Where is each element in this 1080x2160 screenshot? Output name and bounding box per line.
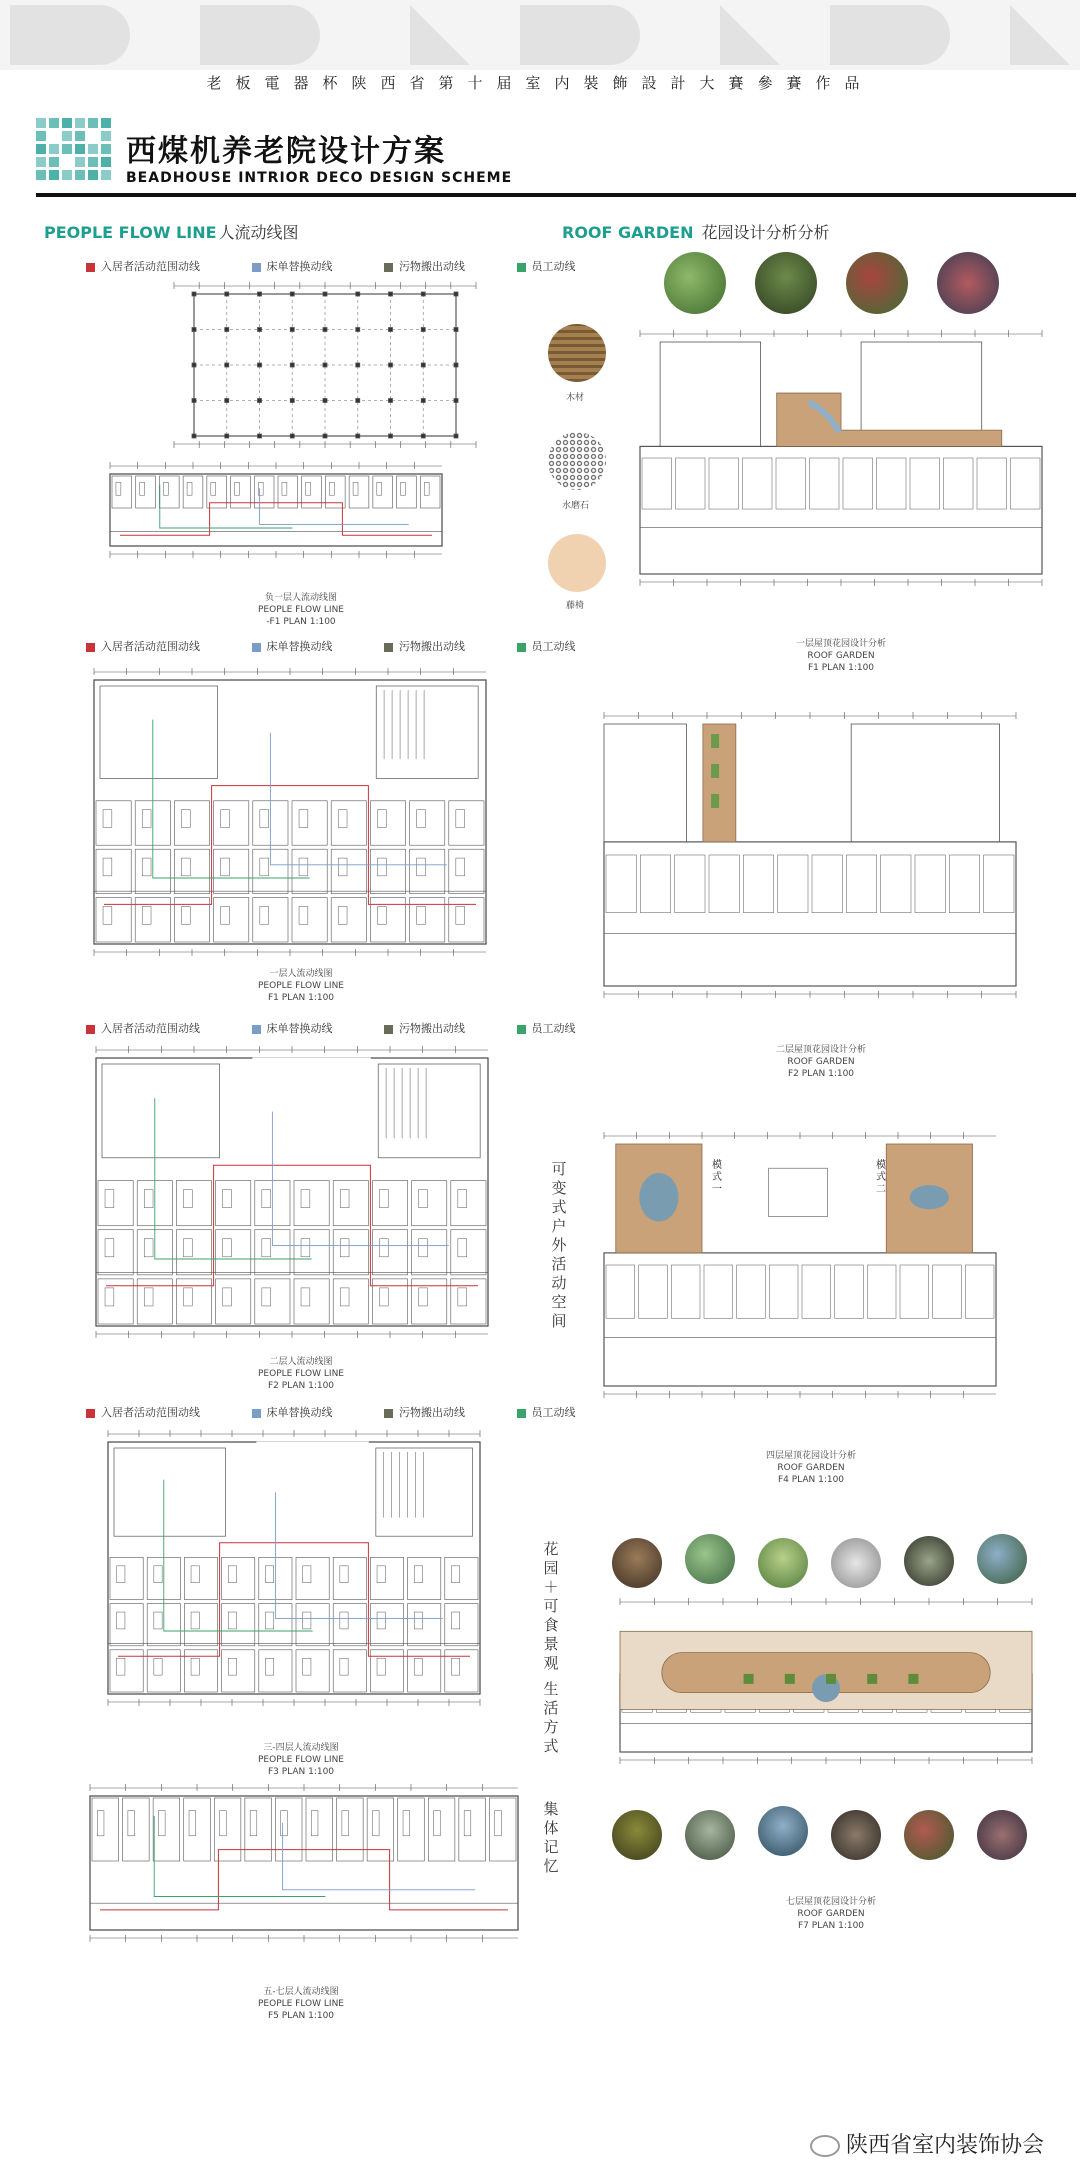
mode-label: 模式一 [712,1160,722,1195]
plan-caption: 五-七层人流动线图 PEOPLE FLOW LINE F5 PLAN 1:100 [258,1987,344,2021]
legend-swatch [384,1409,393,1418]
garden-photo [685,1534,735,1584]
plan-caption: 一层屋顶花园设计分析 ROOF GARDEN F1 PLAN 1:100 [795,639,886,673]
legend-swatch [252,1409,261,1418]
garden-photo [977,1534,1027,1584]
legend-swatch [86,643,95,652]
section-title-cn: 人流动线图 [218,223,299,242]
garden-photo-corridor [755,252,817,314]
side-note-collective-memory: 集体记忆 [543,1800,559,1875]
material-label: 木材 [566,393,585,403]
plan-caption: 二层屋顶花园设计分析 ROOF GARDEN F2 PLAN 1:100 [775,1045,866,1079]
wechat-icon [810,2135,840,2157]
legend-item: 员工动线 [517,1020,576,1036]
material-wood-swatch [548,324,606,382]
legend [86,258,624,274]
legend-item: 入居者活动范围动线 [86,638,200,654]
side-note-lifestyle: 生活方式 [543,1680,559,1755]
legend-swatch [517,1025,526,1034]
legend-item: 污物搬出动线 [384,1020,465,1036]
floor-plan-f5 [76,1782,532,1944]
competition-title: 老板電器杯陕西省第十届室内裝飾設計大賽參賽作品 [206,74,874,92]
legend-swatch [252,1025,261,1034]
legend-item: 污物搬出动线 [384,638,465,654]
legend-swatch [86,1409,95,1418]
section-title-people-flow [44,220,299,243]
legend [86,638,624,654]
plan-caption: 负一层人流动线图 PEOPLE FLOW LINE -F1 PLAN 1:100 [258,593,344,627]
title-divider [36,193,1076,197]
floor-plan-f3 [94,1428,494,1708]
legend-item: 床单替换动线 [252,1404,333,1420]
legend-item: 床单替换动线 [252,1020,333,1036]
material-label: 水磨石 [562,501,590,511]
floor-plan-b1-upper [160,280,490,450]
roof-garden-plan-f2 [590,710,1030,1000]
garden-photo [904,1810,954,1860]
floor-plan-b1-lower [96,460,456,560]
section-title-roof-garden [562,220,829,243]
legend-swatch [517,643,526,652]
floor-plan-f1 [80,666,500,958]
legend-item: 污物搬出动线 [384,1404,465,1420]
roof-garden-plan-f4 [590,1130,1010,1400]
section-title-cn: 花园设计分析分析 [701,223,830,242]
material-terrazzo-swatch [548,432,606,490]
plan-caption: 四层屋顶花园设计分析 ROOF GARDEN F4 PLAN 1:100 [765,1451,856,1485]
legend-swatch [86,263,95,272]
garden-photo [685,1810,735,1860]
floor-plan-f2 [82,1044,502,1340]
legend-swatch [86,1025,95,1034]
legend-swatch [384,1025,393,1034]
roof-garden-plan-f1 [626,328,1056,588]
section-title-en: ROOF GARDEN [562,223,694,242]
logo-icon [36,118,114,186]
side-note-garden-edible: 花园＋可食景观 [543,1540,559,1672]
legend [86,1404,624,1420]
garden-photo [758,1806,808,1856]
page-subtitle: BEADHOUSE INTRIOR DECO DESIGN SCHEME [126,170,513,186]
legend-swatch [517,263,526,272]
legend-swatch [384,643,393,652]
legend-item: 入居者活动范围动线 [86,1020,200,1036]
material-rattan-swatch [548,534,606,592]
legend-item: 床单替换动线 [252,258,333,274]
header-decorative-band [0,0,1080,70]
section-title-en: PEOPLE FLOW LINE [44,223,217,242]
legend-swatch [384,263,393,272]
legend-item: 入居者活动范围动线 [86,1404,200,1420]
garden-photo [758,1538,808,1588]
plan-caption: 二层人流动线图 PEOPLE FLOW LINE F2 PLAN 1:100 [258,1357,344,1391]
footer-account[interactable]: 陕西省室内装饰协会 [810,2128,1044,2159]
legend-item: 员工动线 [517,638,576,654]
legend-item: 污物搬出动线 [384,258,465,274]
plan-caption: 一层人流动线图 PEOPLE FLOW LINE F1 PLAN 1:100 [258,969,344,1003]
legend-swatch [252,643,261,652]
side-note-flexible-space: 可变式户外活动空间 [551,1160,567,1330]
legend-item: 床单替换动线 [252,638,333,654]
garden-photo [831,1810,881,1860]
plan-caption: 三-四层人流动线图 PEOPLE FLOW LINE F3 PLAN 1:100 [258,1743,344,1777]
material-label: 藤椅 [566,601,585,611]
legend [86,1020,624,1036]
legend-swatch [252,263,261,272]
plan-caption: 七层屋顶花园设计分析 ROOF GARDEN F7 PLAN 1:100 [785,1897,876,1931]
roof-garden-plan-f7 [606,1596,1046,1766]
garden-photo-seating [937,252,999,314]
garden-photo [612,1810,662,1860]
legend-item: 员工动线 [517,1404,576,1420]
garden-photo [612,1538,662,1588]
legend-item: 入居者活动范围动线 [86,258,200,274]
legend-item: 员工动线 [517,258,576,274]
garden-photo [831,1538,881,1588]
page-title: 西煤机养老院设计方案 [126,134,446,169]
garden-photo-greenery [664,252,726,314]
garden-photo [904,1536,954,1586]
legend-swatch [517,1409,526,1418]
garden-photo [977,1810,1027,1860]
garden-photo-flowers [846,252,908,314]
mode-label: 模式二 [876,1160,886,1195]
